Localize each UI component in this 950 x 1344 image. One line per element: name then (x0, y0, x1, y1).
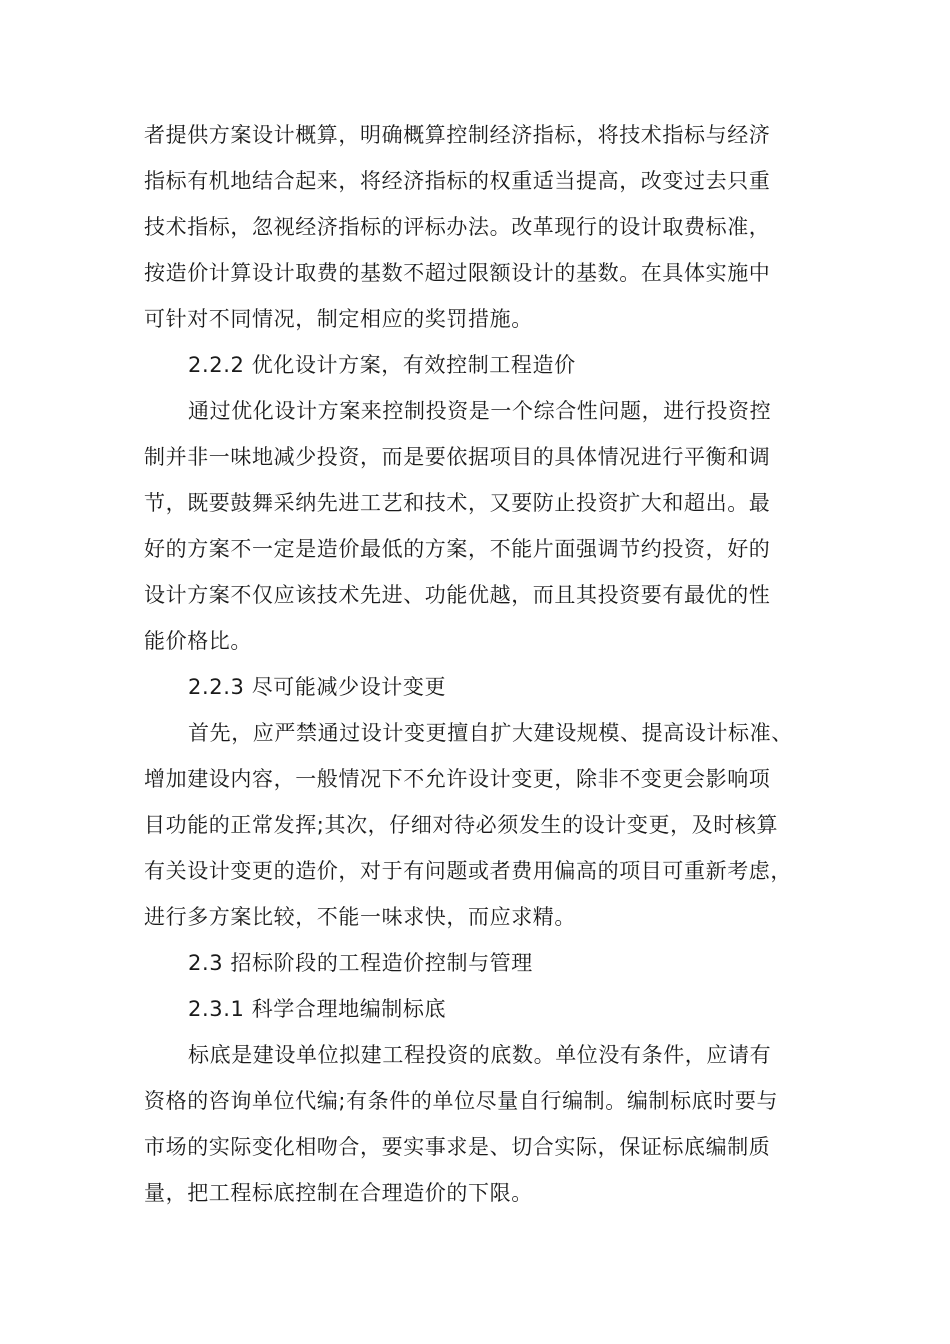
text-line: 制并非一味地减少投资，而是要依据项目的具体情况进行平衡和调 (144, 445, 771, 469)
text-line: 通过优化设计方案来控制投资是一个综合性问题，进行投资控 (188, 399, 772, 423)
text-line: 目功能的正常发挥;其次，仔细对待必须发生的设计变更，及时核算 (144, 813, 779, 837)
text-line: 市场的实际变化相吻合，要实事求是、切合实际，保证标底编制质 (144, 1135, 771, 1159)
text-line: 资格的咨询单位代编;有条件的单位尽量自行编制。编制标底时要与 (144, 1089, 779, 1113)
text-line: 可针对不同情况，制定相应的奖罚措施。 (144, 307, 533, 331)
text-line: 有关设计变更的造价，对于有问题或者费用偏高的项目可重新考虑， (144, 859, 792, 883)
text-line: 好的方案不一定是造价最低的方案，不能片面强调节约投资，好的 (144, 537, 771, 561)
text-line: 节，既要鼓舞采纳先进工艺和技术，又要防止投资扩大和超出。最 (144, 491, 771, 515)
text-line: 设计方案不仅应该技术先进、功能优越，而且其投资要有最优的性 (144, 583, 771, 607)
text-line: 量，把工程标底控制在合理造价的下限。 (144, 1181, 533, 1205)
text-line: 标底是建设单位拟建工程投资的底数。单位没有条件，应请有 (188, 1043, 772, 1067)
section-heading: 2.3.1 科学合理地编制标底 (188, 997, 447, 1021)
text-line: 进行多方案比较，不能一味求快，而应求精。 (144, 905, 576, 929)
section-heading: 2.3 招标阶段的工程造价控制与管理 (188, 951, 533, 975)
text-line: 指标有机地结合起来，将经济指标的权重适当提高，改变过去只重 (144, 169, 771, 193)
section-heading: 2.2.2 优化设计方案，有效控制工程造价 (188, 353, 576, 377)
section-heading: 2.2.3 尽可能减少设计变更 (188, 675, 447, 699)
text-line: 技术指标，忽视经济指标的评标办法。改革现行的设计取费标准， (144, 215, 771, 239)
text-line: 能价格比。 (144, 629, 252, 653)
text-line: 按造价计算设计取费的基数不超过限额设计的基数。在具体实施中 (144, 261, 771, 285)
text-line: 增加建设内容，一般情况下不允许设计变更，除非不变更会影响项 (144, 767, 771, 791)
text-line: 者提供方案设计概算，明确概算控制经济指标，将技术指标与经济 (144, 123, 771, 147)
document-body (144, 112, 824, 1216)
text-line: 首先，应严禁通过设计变更擅自扩大建设规模、提高设计标准、 (188, 721, 793, 745)
